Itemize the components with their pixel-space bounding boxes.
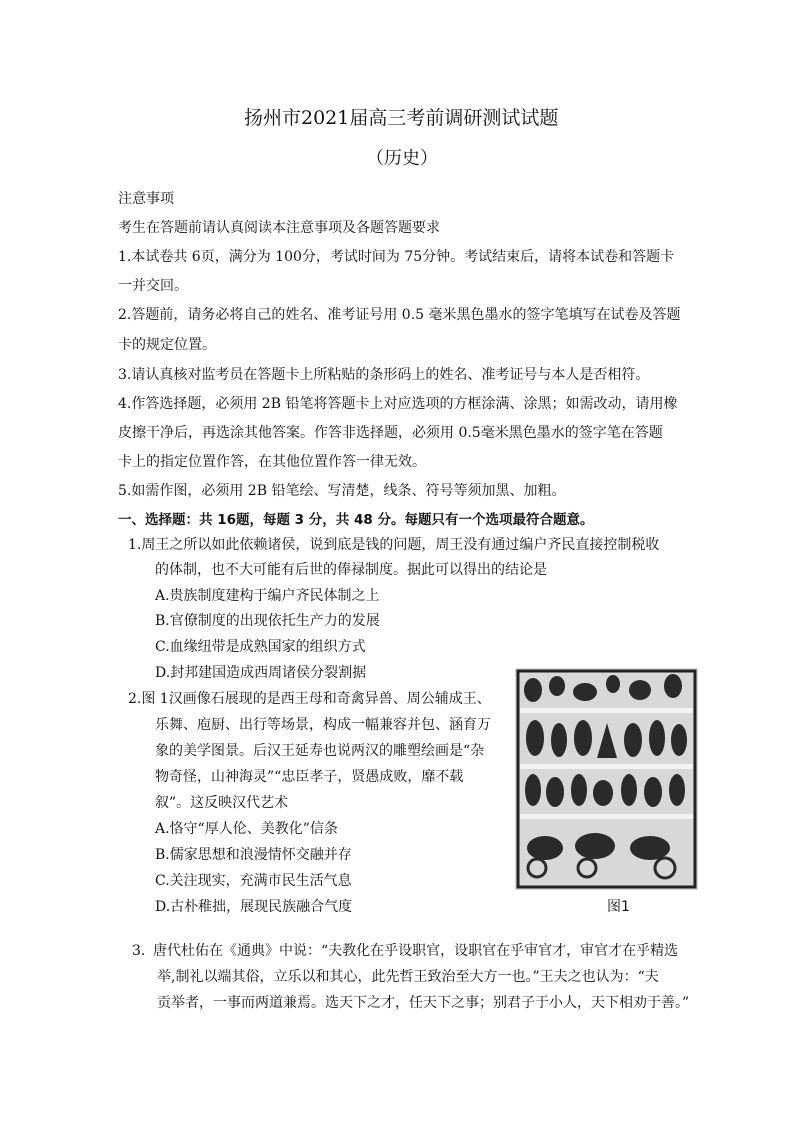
subject-label: （历史） xyxy=(366,148,438,169)
question-3-number: 3. xyxy=(132,943,146,959)
question-1-option-a: A.贵族制度建构于编户齐民体制之上 xyxy=(155,588,380,604)
notice-line: 5.如需作图，必须用 2B 铅笔绘、写清楚，线条、符号等须加黑、加粗。 xyxy=(118,483,566,499)
notice-intro: 考生在答题前请认真阅读本注意事项及各题答题要求 xyxy=(118,220,440,236)
question-2-text: 叙”。这反映汉代艺术 xyxy=(155,795,289,811)
question-1-option-c: C.血缘纽带是成熟国家的组织方式 xyxy=(155,639,366,655)
notice-line: 1.本试卷共 6页，满分为 100分，考试时间为 75分钟。考试结束后，请将本试卷和答题卡 xyxy=(118,249,675,265)
notice-line: 卡上的指定位置作答，在其他位置作答一律无效。 xyxy=(118,454,426,470)
question-2-text: 象的美学图景。后汉王延寿也说两汉的雕塑绘画是“杂 xyxy=(155,743,485,759)
question-3-text: 唐代杜佑在《通典》中说：“夫教化在乎设职官，设职官在乎审官才，审官才在乎精选 xyxy=(153,943,679,959)
notice-line: 皮擦干净后，再选涂其他答案。作答非选择题，必须用 0.5毫米黑色墨水的签字笔在答题 xyxy=(118,425,663,441)
notice-line: 4.作答选择题，必须用 2B 铅笔将答题卡上对应选项的方框涂满、涂黑；如需改动，请用橡 xyxy=(118,396,678,412)
notice-line: 3.请认真核对监考员在答题卡上所粘贴的条形码上的姓名、准考证号与本人是否相符。 xyxy=(118,367,650,383)
question-1-text: 1.周王之所以如此依赖诸侯，说到底是钱的问题，周王没有通过编户齐民直接控制税收 xyxy=(128,537,660,553)
question-2-text: 2.图 1汉画像石展现的是西王母和奇禽异兽、周公辅成王、 xyxy=(128,691,491,707)
question-2-option-a: A.恪守“厚人伦、美教化”信条 xyxy=(155,821,338,837)
question-2-text: 乐舞、庖厨、出行等场景，构成一幅兼容并包、涵育万 xyxy=(155,717,491,733)
notice-line: 卡的规定位置。 xyxy=(118,337,216,353)
question-1-text: 的体制，也不大可能有后世的俸禄制度。据此可以得出的结论是 xyxy=(155,562,547,578)
notice-line: 一并交回。 xyxy=(118,278,188,294)
figure-caption: 图1 xyxy=(607,899,630,915)
question-3-text: 举,制礼以端其俗，立乐以和其心，此先哲王致治至大方一也。”王夫之也认为：“夫 xyxy=(157,969,659,985)
question-2-text: 物奇怪，山神海灵”“忠臣孝子，贤愚成败，靡不载 xyxy=(155,769,464,785)
exam-title: 扬州市2021届高三考前调研测试试题 xyxy=(244,107,559,129)
question-1-option-d: D.封邦建国造成西周诸侯分裂割据 xyxy=(155,665,367,681)
question-1-option-b: B.官僚制度的出现依托生产力的发展 xyxy=(155,613,380,629)
section-heading: 一、选择题：共 16题，每题 3 分，共 48 分。每题只有一个选项最符合题意。 xyxy=(118,512,594,528)
question-2-option-c: C.关注现实，充满市民生活气息 xyxy=(155,873,352,889)
question-2-option-b: B.儒家思想和浪漫情怀交融并存 xyxy=(155,847,352,863)
question-3-text: 贡举者，一事而两道兼焉。选天下之才，任天下之事；别君子于小人，天下相劝于善。” xyxy=(157,995,690,1011)
notice-line: 2.答题前，请务必将自己的姓名、准考证号用 0.5 毫米黑色墨水的签字笔填写在试卷及答题 xyxy=(118,307,681,323)
question-2-option-d: D.古朴稚拙，展现民族融合气度 xyxy=(155,899,353,915)
notice-heading: 注意事项 xyxy=(118,191,174,207)
han-stone-relief-image xyxy=(515,668,698,890)
